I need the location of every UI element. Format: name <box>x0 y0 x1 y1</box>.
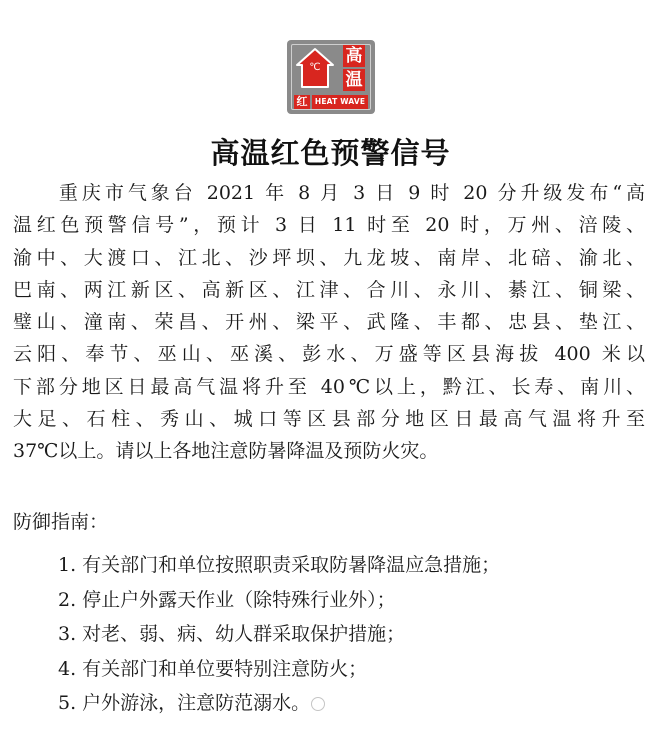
paragraph-line: 37℃以上。请以上各地注意防暑降温及预防火灾。 <box>13 440 439 463</box>
watermark-logo-icon <box>311 697 325 711</box>
watermark <box>311 697 328 711</box>
guide-item: 4. 有关部门和单位要特别注意防火； <box>58 657 368 680</box>
guide-item: 3. 对老、弱、病、幼人群采取保护措施； <box>58 623 406 645</box>
paragraph-line: 云阳、奉节、巫山、巫溪、彭水、万盛等区县海拔 400 米以 <box>13 343 645 366</box>
signal-char-high: 高 <box>343 45 365 67</box>
paragraph-line: 巴南、两江新区、高新区、江津、合川、永川、綦江、铜梁、 <box>13 278 645 301</box>
paragraph-line: 璧山、潼南、荣昌、开州、梁平、武隆、丰都、忠县、垫江、 <box>13 311 645 334</box>
guide-item: 1. 有关部门和单位按照职责采取防暑降温应急措施； <box>58 554 501 576</box>
paragraph-line: 温红色预警信号”，预计 3 日 11 时至 20 时，万州、涪陵、 <box>13 214 645 237</box>
guide-item: 2. 停止户外露天作业（除特殊行业外）； <box>58 588 396 611</box>
warning-paragraph <box>13 177 645 468</box>
guide-list <box>58 548 500 721</box>
guide-heading: 防御指南： <box>13 511 109 533</box>
heat-wave-tag: HEAT WAVE <box>312 95 368 109</box>
heat-wave-signal-icon <box>287 40 375 114</box>
page-title: 高温红色预警信号 <box>210 136 451 170</box>
temperature-symbol: ℃ <box>309 62 321 73</box>
signal-char-temp: 温 <box>343 69 365 91</box>
paragraph-line: 下部分地区日最高气温将升至 40℃以上，黔江、长寿、南川、 <box>13 375 645 398</box>
paragraph-line: 渝中、大渡口、江北、沙坪坝、九龙坡、南岸、北碚、渝北、 <box>13 246 645 269</box>
signal-color-tag: 红 <box>294 95 310 109</box>
paragraph-line: 大足、石柱、秀山、城口等区县部分地区日最高气温将升至 <box>13 408 645 431</box>
guide-item: 5. 户外游泳，注意防范溺水。 <box>58 692 311 714</box>
paragraph-line: 重庆市气象台 2021 年 8 月 3 日 9 时 20 分升级发布“高 <box>13 182 645 204</box>
